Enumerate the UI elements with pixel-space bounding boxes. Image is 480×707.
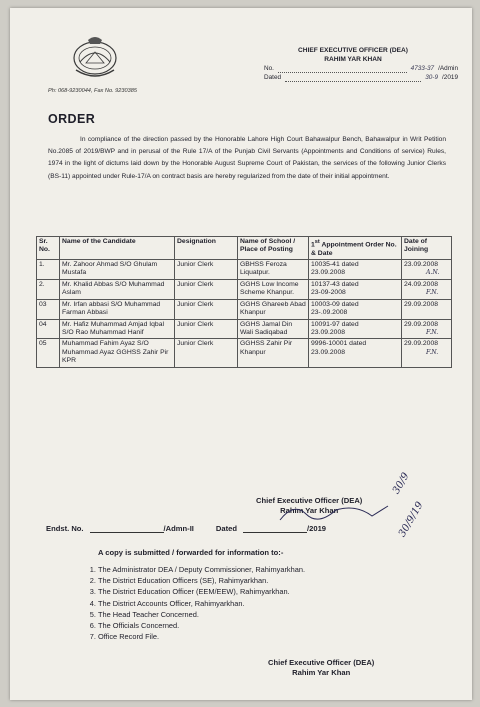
number-line [278,64,407,73]
order-heading: ORDER [48,112,96,126]
order-no: 10137-43 dated [311,280,359,288]
cell-designation: Junior Clerk [175,339,238,367]
order-no-line [311,321,399,329]
cell-joining [402,299,452,319]
signature-place-2: Rahim Yar Khan [292,668,351,677]
cell-joining [402,319,452,339]
cell-designation: Junior Clerk [175,319,238,339]
joining-date: 29.09.2008 [404,320,439,328]
date-label: Dated [264,74,282,81]
joining-note: F.N. [426,289,439,297]
order-date: 23-09-2008 [311,289,346,297]
header-name: Name of the Candidate [60,237,175,260]
list-item: 3. The District Education Officer (EEM/EEW), Rahimyarkhan. [98,586,305,597]
cell-sr: 04 [37,319,60,339]
order-no: 9996-10001 dated [311,340,367,348]
appointment-prefix: 1 [311,241,315,249]
appointment-sup: st [314,239,320,245]
table-row [37,279,452,299]
list-item: 2. The District Education Officers (SE), Rahimyarkhan. [98,575,305,586]
table-row [37,339,452,367]
date-suffix: /2019 [442,74,458,81]
list-item: 7. Office Record File. [98,631,305,642]
cell-designation: Junior Clerk [175,299,238,319]
order-date: 23.09.2008 [311,328,346,336]
list-item: 6. The Officials Concerned. [98,620,305,631]
header-sr: Sr. No. [37,237,60,260]
recipients-list [84,564,305,642]
list-item: 4. The District Accounts Officer, Rahimyarkhan. [98,598,305,609]
cell-name: Muhammad Fahim Ayaz S/O Muhammad Ayaz GGHSS Zahir Pir KPR [60,339,175,367]
phone-fax: Ph: 068-9230044, Fax No. 9230385 [48,88,137,94]
cell-name: Mr. Hafiz Muhammad Amjad Iqbal S/O Rao Muhammad Hanif [60,319,175,339]
cell-school: GGHS Jamal Din Wali Sadiqabad [238,319,309,339]
signature-title: Chief Executive Officer (DEA) [256,496,363,505]
cell-school: GGHS Low Income Scheme Khanpur. [238,279,309,299]
table-row [37,299,452,319]
clerks-table [36,236,452,368]
table-row [37,319,452,339]
cell-joining [402,260,452,280]
cell-order [309,260,402,280]
copy-intro: A copy is submitted / forwarded for information to:- [98,548,284,557]
cell-joining [402,339,452,367]
cell-name: Mr. Irfan abbasi S/O Muhammad Farman Abbasi [60,299,175,319]
endst-admin-label: /Admn-II [163,524,194,533]
appointment-rest: Appointment Order No. & Date [311,241,397,257]
endst-number-blank [90,524,164,533]
cell-joining [402,279,452,299]
order-no: 10091-97 dated [311,320,359,328]
joining-note: F.N. [426,348,439,356]
signature-place: Rahim Yar Khan [280,506,339,515]
government-emblem-icon [66,32,124,82]
signature-block-2 [268,658,374,678]
endorsement-line [46,524,406,533]
order-no-line [311,340,399,348]
order-no-line [311,281,399,289]
table-body [37,260,452,367]
signature-scribble [276,500,394,526]
joining-date: 23.09.2008 [404,261,439,269]
endst-year: /2019 [307,524,327,533]
handwritten-signature-date: 30/9 [390,471,412,496]
header-joining: Date of Joining [402,237,452,260]
cell-order [309,319,402,339]
reference-date [264,73,458,82]
order-no: 10035-41 dated [311,261,359,269]
order-date: 23.09.2008 [311,348,346,356]
cell-designation: Junior Clerk [175,260,238,280]
number-label: No. [264,65,274,72]
joining-date: 29.09.2008 [404,300,439,308]
table-header-row [37,237,452,260]
cell-name: Mr. Khalid Abbas S/O Muhammad Aslam [60,279,175,299]
cell-designation: Junior Clerk [175,279,238,299]
list-item: 1. The Administrator DEA / Deputy Commissioner, Rahimyarkhan. [98,564,305,575]
header-school: Name of School / Place of Posting [238,237,309,260]
cell-school: GGHSS Zahir Pir Khanpur [238,339,309,367]
endst-dated-label: Dated [215,524,238,533]
office-header [248,46,458,82]
table-row [37,260,452,280]
number-suffix: /Admin [438,65,458,72]
cell-name: Mr. Zahoor Ahmad S/O Ghulam Mustafa [60,260,175,280]
handwritten-endorsement-date: 30/9/19 [396,500,426,539]
cell-sr: 1. [37,260,60,280]
joining-note: A.N. [426,269,440,277]
header-designation: Designation [175,237,238,260]
cell-order [309,339,402,367]
signature-title-2: Chief Executive Officer (DEA) [268,658,375,667]
joining-date: 29.09.2008 [404,340,439,348]
document-page [10,8,472,700]
joining-date: 24.09.2008 [404,280,439,288]
header-appointment [309,237,402,260]
order-date: 23.09.2008 [311,269,346,277]
office-title: CHIEF EXECUTIVE OFFICER (DEA) [298,47,408,54]
order-no: 10003-09 dated [311,300,359,308]
date-value: 30-9 [425,74,438,81]
joining-note: F.N. [426,328,439,336]
endst-label: Endst. No. [46,524,84,533]
office-district: RAHIM YAR KHAN [324,56,382,63]
cell-sr: 05 [37,339,60,367]
reference-number [264,64,458,73]
order-no-line [311,301,399,309]
date-line [285,73,421,82]
order-date: 23-.09.2008 [311,309,348,317]
cell-sr: 2. [37,279,60,299]
order-no-line [311,261,399,269]
cell-order [309,279,402,299]
number-value: 4733-37 [410,65,435,72]
order-paragraph: In compliance of the direction passed by the Honorable Lahore High Court Bahawalpur Bench, Bahawalpur in Writ Petition No.2085 of 2019/BWP and in perusal of the Rule 17/A of the Punjab Civil Servants (Appointments and Conditions of service) Rules, 1974 in the light of dictums laid down by the Honorable August Supreme Court of Pakistan, the services of the following Junior Clerks (BS-11) appointed under Rule-17/A on contract basis are hereby regularized from the date of their initial appointment. [48,136,446,180]
list-item: 5. The Head Teacher Concerned. [98,609,305,620]
cell-sr: 03 [37,299,60,319]
cell-school: GGHS Ghareeb Abad Khanpur [238,299,309,319]
cell-order [309,299,402,319]
cell-school: GBHSS Feroza Liquatpur. [238,260,309,280]
endst-date-blank [243,524,307,533]
